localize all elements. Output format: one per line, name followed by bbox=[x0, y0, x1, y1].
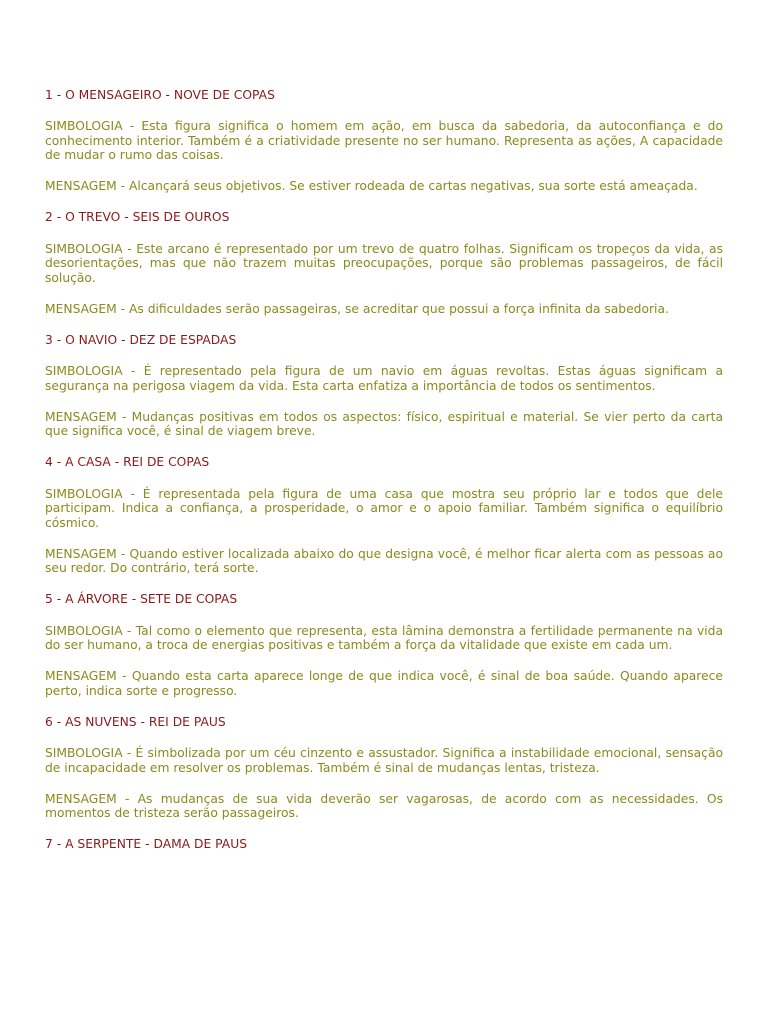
mensagem-paragraph: MENSAGEM - Quando esta carta aparece longe de que indica você, é sinal de boa saúde. Quando aparece perto, indica sorte e progresso. bbox=[45, 669, 723, 698]
section-5 bbox=[45, 592, 723, 698]
simbologia-paragraph: SIMBOLOGIA - É representada pela figura de uma casa que mostra seu próprio lar e todos que dele participam. Indica a confiança, a prosperidade, o amor e o apoio familiar. Também significa o equilíbrio cósmico. bbox=[45, 486, 723, 530]
mensagem-paragraph: MENSAGEM - Alcançará seus objetivos. Se estiver rodeada de cartas negativas, sua sorte está ameaçada. bbox=[45, 179, 698, 194]
mensagem-paragraph: MENSAGEM - As mudanças de sua vida deverão ser vagarosas, de acordo com as necessidades. Os momentos de tristeza serão passageiros. bbox=[45, 791, 723, 821]
section-2 bbox=[45, 210, 723, 316]
section-6 bbox=[45, 715, 723, 821]
section-3 bbox=[45, 333, 723, 439]
section-1 bbox=[45, 88, 723, 194]
section-heading: 2 - O TREVO - SEIS DE OUROS bbox=[45, 210, 230, 225]
section-heading: 4 - A CASA - REI DE COPAS bbox=[45, 455, 210, 470]
mensagem-paragraph: MENSAGEM - Quando estiver localizada abaixo do que designa você, é melhor ficar alerta com as pessoas ao seu redor. Do contrário, terá sorte. bbox=[45, 546, 723, 576]
mensagem-paragraph: MENSAGEM - As dificuldades serão passageiras, se acreditar que possui a força infinita da sabedoria. bbox=[45, 301, 669, 316]
section-heading: 3 - O NAVIO - DEZ DE ESPADAS bbox=[45, 332, 237, 347]
mensagem-paragraph: MENSAGEM - Mudanças positivas em todos os aspectos: físico, espiritual e material. Se vier perto da carta que significa você, é sinal de viagem breve. bbox=[45, 409, 723, 439]
section-heading: 5 - A ÁRVORE - SETE DE COPAS bbox=[45, 592, 238, 607]
simbologia-paragraph: SIMBOLOGIA - Tal como o elemento que representa, esta lâmina demonstra a fertilidade permanente na vida do ser humano, a troca de energias positivas e também a força da vitalidade que existe em cada um. bbox=[45, 623, 723, 653]
simbologia-paragraph: SIMBOLOGIA - Este arcano é representado por um trevo de quatro folhas. Significam os tropeços da vida, as desorientações, mas que não trazem muitas preocupações, porque são problemas passageiros, de fácil solução. bbox=[45, 241, 723, 285]
section-heading: 1 - O MENSAGEIRO - NOVE DE COPAS bbox=[45, 88, 275, 102]
section-heading: 6 - AS NUVENS - REI DE PAUS bbox=[45, 714, 226, 729]
simbologia-paragraph: SIMBOLOGIA - É representado pela figura de um navio em águas revoltas. Estas águas significam a segurança na perigosa viagem da vida. Esta carta enfatiza a importância de todos os sentimentos. bbox=[45, 364, 723, 393]
document-page bbox=[45, 88, 723, 869]
section-4 bbox=[45, 455, 723, 576]
simbologia-paragraph: SIMBOLOGIA - Esta figura significa o homem em ação, em busca da sabedoria, da autoconfiança e do conhecimento interior. Também é a criatividade presente no ser humano. Representa as ações, A capacidade de mudar o rumo das coisas. bbox=[45, 119, 723, 163]
simbologia-paragraph: SIMBOLOGIA - É simbolizada por um céu cinzento e assustador. Significa a instabilidade emocional, sensação de incapacidade em resolver os problemas. Também é sinal de mudanças lentas, tristeza. bbox=[45, 746, 723, 775]
section-heading-final: 7 - A SERPENTE - DAMA DE PAUS bbox=[45, 837, 248, 852]
